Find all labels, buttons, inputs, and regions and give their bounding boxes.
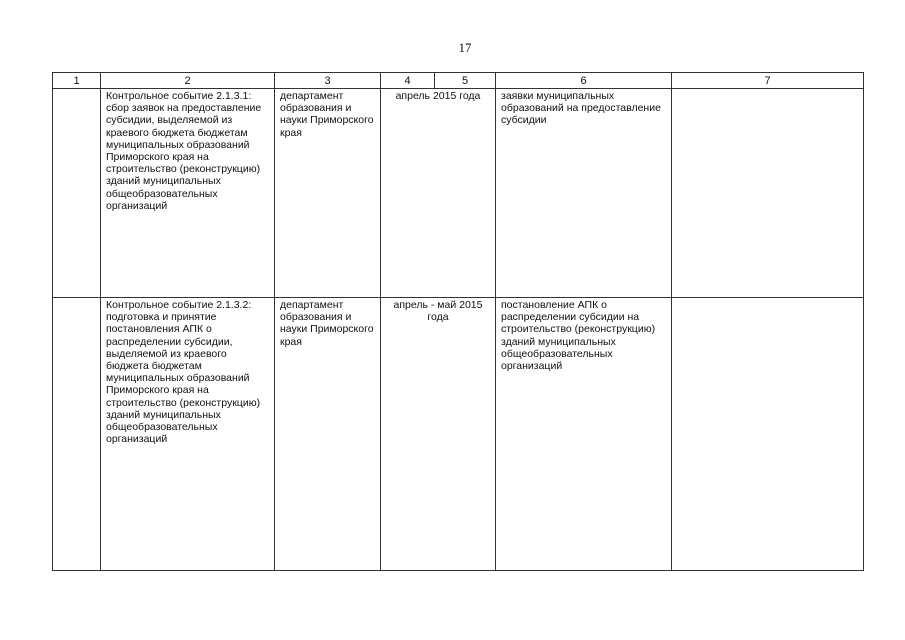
event-cell: [101, 89, 275, 298]
column-header-6: 6: [496, 73, 672, 89]
row-number-cell: [53, 89, 101, 298]
column-header-4: 4: [381, 73, 435, 89]
result-text: заявки муниципальных образований на предоставление субсидии: [501, 90, 661, 127]
note-text: [672, 298, 863, 299]
deadline-cell: [381, 89, 496, 298]
deadline-text: апрель 2015 года: [395, 90, 481, 102]
deadline-text: апрель - май 2015 года: [393, 299, 483, 324]
event-text: Контрольное событие 2.1.3.1: сбор заявок на предоставление субсидии, выделяемой из краевого бюджета бюджетам муниципальных образований Приморского края на строительство (реконструкцию) зданий муниципальных общеобразовательных организаций: [106, 90, 262, 212]
event-text: Контрольное событие 2.1.3.2: подготовка и принятие постановления АПК о распределении субсидии, выделяемой из краевого бюджета бюджетам муниципальных образований Приморского края на строительство (реконструкцию) зданий муниципальных общеобразовательных организаций: [106, 299, 261, 446]
plan-table: [52, 72, 864, 571]
header-row: [53, 73, 864, 89]
note-text: [672, 89, 863, 90]
result-cell: [496, 298, 672, 571]
column-header-7: 7: [672, 73, 864, 89]
event-cell: [101, 298, 275, 571]
executor-cell: [275, 89, 381, 298]
note-cell: [672, 298, 864, 571]
table-row: [53, 89, 864, 298]
column-header-3: 3: [275, 73, 381, 89]
table-row: [53, 298, 864, 571]
executor-text: департамент образования и науки Приморского края: [280, 299, 374, 348]
note-cell: [672, 89, 864, 298]
column-header-1: 1: [53, 73, 101, 89]
column-header-2: 2: [101, 73, 275, 89]
executor-text: департамент образования и науки Приморского края: [280, 90, 374, 139]
deadline-cell: [381, 298, 496, 571]
result-text: постановление АПК о распределении субсидии на строительство (реконструкцию) зданий муниципальных общеобразовательных организаций: [501, 299, 656, 373]
row-number-text: [53, 298, 100, 299]
row-number-text: [53, 89, 100, 90]
row-number-cell: [53, 298, 101, 571]
page-number: 17: [458, 40, 472, 55]
column-header-5: 5: [435, 73, 496, 89]
executor-cell: [275, 298, 381, 571]
result-cell: [496, 89, 672, 298]
